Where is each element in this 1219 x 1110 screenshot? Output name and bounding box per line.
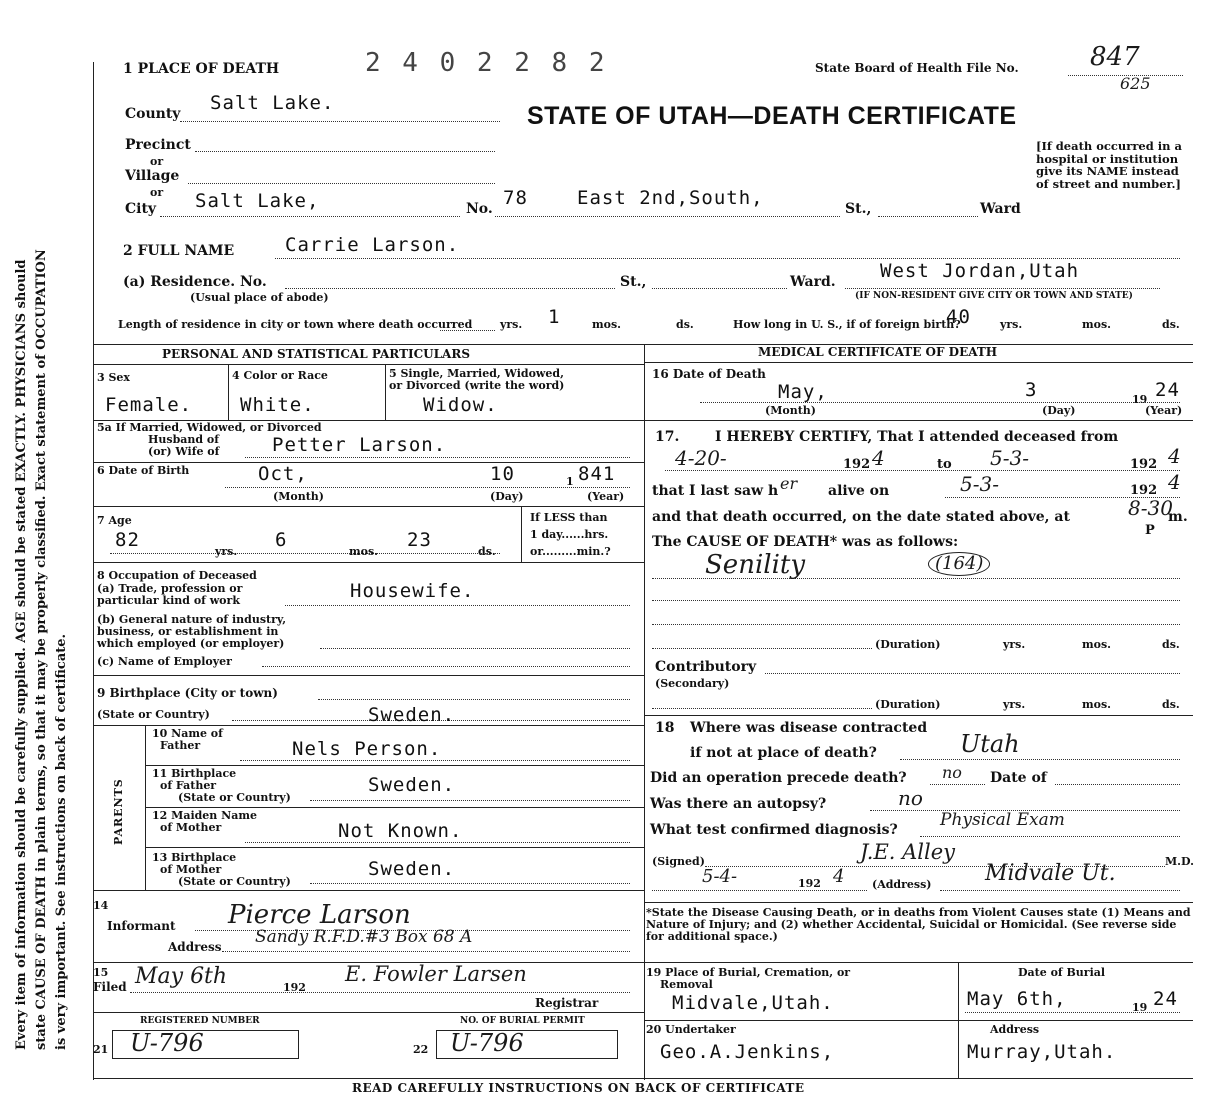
registered-number-label: REGISTERED NUMBER	[140, 1016, 260, 1026]
stamp-number: 2 4 0 2 2 8 2	[365, 48, 608, 78]
residence-label: (a) Residence. No.	[123, 274, 267, 290]
full-name-value: Carrie Larson.	[285, 234, 460, 256]
contributory-label: Contributory	[655, 659, 757, 675]
filed-label: Filed	[93, 980, 127, 994]
informant-label: Informant	[107, 919, 176, 933]
cause-label: The CAUSE OF DEATH* was as follows:	[652, 534, 959, 550]
age-label: 7 Age	[97, 514, 132, 527]
last-seen-date: 5-3-	[960, 472, 999, 496]
dob-month: Oct,	[258, 463, 308, 485]
sex-value: Female.	[105, 394, 193, 416]
autopsy-label: Was there an autopsy?	[650, 796, 827, 812]
full-name-label: 2 FULL NAME	[123, 243, 235, 259]
physician-signature: J.E. Alley	[860, 840, 956, 864]
length-yrs: 1	[548, 306, 561, 328]
spouse-value: Petter Larson.	[272, 434, 447, 456]
side-instructions-line2: state CAUSE OF DEATH in plain terms, so that it may be properly classified. Exact statement of OCCUPATION	[34, 249, 49, 1050]
side-instructions-line1: Every item of information should be carefully supplied. AGE should be stated EXACTLY. PHYSICIANS should	[14, 259, 29, 1050]
burial-year-value: 24	[1153, 988, 1178, 1010]
street-no-value: 78	[503, 187, 528, 209]
length-label: Length of residence in city or town where death occurred	[118, 318, 473, 331]
dod-month: May,	[778, 381, 828, 403]
birthplace-value: Sweden.	[368, 704, 456, 726]
operation-label: Did an operation precede death?	[650, 770, 907, 786]
death-time: 8-30	[1128, 496, 1173, 520]
city-value: Salt Lake,	[195, 190, 320, 212]
undertaker-value: Geo.A.Jenkins,	[660, 1041, 835, 1063]
st-label: St.,	[845, 201, 872, 217]
medical-header: MEDICAL CERTIFICATE OF DEATH	[758, 345, 998, 359]
county-label: County	[125, 106, 181, 122]
informant-address-value: Sandy R.F.D.#3 Box 68 A	[255, 927, 473, 947]
footer-instructions: READ CAREFULLY INSTRUCTIONS ON BACK OF CERTIFICATE	[352, 1081, 805, 1095]
occupation-label: 8 Occupation of Deceased	[97, 569, 257, 582]
ward-label: Ward	[980, 201, 1021, 217]
autopsy-value: no	[898, 786, 923, 810]
attended-to: 5-3-	[990, 446, 1029, 470]
attended-from: 4-20-	[675, 446, 727, 470]
death-time-label: and that death occurred, on the date stated above, at	[652, 509, 1070, 525]
county-value: Salt Lake.	[210, 92, 335, 114]
burial-permit-value: U-796	[450, 1029, 524, 1057]
burial-date-value: May 6th,	[967, 988, 1067, 1010]
certify-text: I HEREBY CERTIFY, That I attended deceased from	[715, 429, 1119, 445]
divider-middle	[644, 344, 645, 1080]
street-no-label: No.	[466, 201, 493, 217]
registrar-label: Registrar	[535, 996, 599, 1010]
last-seen-year: 4	[1168, 470, 1181, 494]
physician-address: Midvale Ut.	[985, 861, 1116, 886]
city-label: City	[125, 201, 157, 217]
precinct-label: Precinct	[125, 137, 191, 153]
dob-label: 6 Date of Birth	[97, 464, 190, 477]
hospital-note: [If death occurred in a hospital or institution give its NAME instead of street and number.]	[1036, 139, 1182, 191]
burial-place-value: Midvale,Utah.	[672, 992, 834, 1014]
race-value: White.	[240, 394, 315, 416]
dod-year: 24	[1155, 379, 1180, 401]
divider-top	[93, 344, 1193, 345]
undertaker-address-value: Murray,Utah.	[967, 1041, 1117, 1063]
dob-year: 841	[578, 463, 616, 485]
last-seen-label: that I last saw h	[652, 483, 779, 499]
burial-permit-label: NO. OF BURIAL PERMIT	[460, 1016, 585, 1026]
us-label: How long in U. S., if of foreign birth?	[733, 318, 961, 331]
father-birthplace-value: Sweden.	[368, 774, 456, 796]
residence-value: West Jordan,Utah	[880, 260, 1080, 282]
cause-code: (164)	[928, 552, 990, 576]
death-certificate: Every item of information should be carefully supplied. AGE should be stated EXACTLY. PHYSICIANS should state CAUSE OF DEATH in plain terms, so that it may be properly classified. Exact statement of OCCUPATION is very important. See instructions on back of certificate. 1 PLACE OF DEATH 2 4 0 2 2 8 2 State Board of Health File No. 847 625 STATE OF UTAH—DEATH CERTIFICATE [If death occurred in a hospital or institution give its NAME instead of street and number.] County Salt Lake. Precinct or Village or City Salt Lake, No. 78 East 2nd,South, St., Ward 2 FULL NAME Carrie Larson. (a) Residence. No. St., Ward. West Jordan,Utah (Usual place of abode) (IF NON-RESIDENT GIVE CITY OR TOWN AND STATE) Length of residence in city or town where death occurred yrs. 1 mos. ds. How long in U. S., if of foreign birth? 40 yrs. mos. ds. PERSONAL AND STATISTICAL PARTICULARS 3 Sex Female. 4 Color or Race White. 5 Single, Married, Widowed, or Divorced (write the word) Widow. 5a If Married, Widowed, or Divorced Husband of (or) Wife of Petter Larson. 6 Date of Birth Oct, 10 1 841 (Month) (Day) (Year) 7 Age 82 yrs. 6 mos. 23 ds. If LESS than 1 day......hrs. or.........min.? 8 Occupation of Deceased (a) Trade, profession or particular kind of work Housewife. (b) General nature of industry, business, or establishment in which employed (or employer) (c) Name of Employer 9 Birthplace (City or town) (State or Country) Sweden. PARENTS 10 Name of Father Nels Person. 11 Birthplace of Father (State or Country) Sweden. 12 Maiden Name of Mother Not Known. 13 Birthplace of Mother (State or Country) Sweden. 14 Informant Pierce Larson Address Sandy R.F.D.#3 Box 68 A 15 Filed May 6th 192 E. Fowler Larsen Registrar REGISTERED NUMBER NO. OF BURIAL PERMIT 21 U-796 22 U-796 MEDICAL CERTIFICATE OF DEATH 16 Date of Death May, 3 19 24 (Month) (Day) (Year) 17. I HEREBY CERTIFY, That I attended deceased from 4-20- 192 4 to 5-3- 192 4 that I last saw h er alive on 5-3- 192 4 and that death occurred, on the date stated above, at 8-30 m. P The CAUSE OF DEATH* was as follows: Senility (164) (Duration) yrs. mos. ds. Contributory (Secondary) (Duration) yrs. mos. ds. 18 Where was disease contracted if not at place of death? Utah Did an operation precede death? no Date of Was there an autopsy? no What test confirmed diagnosis? Physical Exam (Signed) J.E. Alley M.D. 5-4- 192 4 (Address) Midvale Ut. *State the Disease Causing Death, or in deaths from Violent Causes state (1) Means and Nature of Injury; and (2) whether Accidental, Suicidal or Homicidal. (See reverse side for additional space.) 19 Place of Burial, Cremation, or Removal Midvale,Utah. Date of Burial May 6th, 19 24 20 Undertaker Geo.A.Jenkins, Address Murray,Utah. READ CAREFULLY INSTRUCTIONS ON BACK OF CERTIFICATE	[14, 42, 1194, 1095]
divider-bottom	[93, 1078, 1193, 1079]
dod-label: 16 Date of Death	[652, 367, 766, 381]
us-yrs: 40	[946, 306, 971, 328]
mother-birthplace-value: Sweden.	[368, 858, 456, 880]
signed-date: 5-4-	[702, 866, 738, 887]
attended-to-year: 4	[1168, 444, 1181, 468]
informant-value: Pierce Larson	[228, 900, 411, 930]
frame-left	[93, 62, 94, 1080]
mother-value: Not Known.	[338, 820, 463, 842]
cause-value: Senility	[705, 550, 806, 580]
attended-from-year: 4	[872, 446, 885, 470]
operation-value: no	[942, 763, 962, 782]
contracted-value: Utah	[960, 730, 1020, 758]
birthplace-label: 9 Birthplace (City or town)	[97, 686, 278, 700]
file-no: 847	[1090, 42, 1140, 72]
certificate-title: STATE OF UTAH—DEATH CERTIFICATE	[527, 102, 1017, 130]
age-days: 23	[407, 529, 432, 551]
dob-day: 10	[490, 463, 515, 485]
marital-value: Widow.	[423, 394, 498, 416]
age-years: 82	[115, 529, 140, 551]
sex-label: 3 Sex	[97, 371, 130, 384]
parents-label: PARENTS	[112, 778, 125, 845]
personal-header: PERSONAL AND STATISTICAL PARTICULARS	[162, 347, 471, 361]
violent-causes-note: *State the Disease Causing Death, or in deaths from Violent Causes state (1) Means and Nature of Injury; and (2) whether Accidental, Suicidal or Homicidal. (See reverse side for additional space.)	[646, 906, 1191, 943]
father-value: Nels Person.	[292, 738, 442, 760]
race-label: 4 Color or Race	[232, 369, 328, 382]
test-value: Physical Exam	[940, 810, 1065, 830]
dod-day: 3	[1025, 379, 1038, 401]
side-instructions-line3: is very important. See instructions on back of certificate.	[54, 633, 69, 1050]
place-of-death-label: 1 PLACE OF DEATH	[123, 61, 280, 77]
contracted-label: Where was disease contracted	[690, 720, 928, 736]
nonres-label: (IF NON-RESIDENT GIVE CITY OR TOWN AND STATE)	[855, 291, 1133, 301]
village-label: Village	[125, 168, 180, 184]
registrar-signature: E. Fowler Larsen	[345, 962, 527, 986]
age-months: 6	[275, 529, 288, 551]
registered-number-value: U-796	[130, 1029, 204, 1057]
test-label: What test confirmed diagnosis?	[650, 822, 898, 838]
informant-address-label: Address	[168, 940, 222, 954]
filed-value: May 6th	[135, 964, 228, 989]
abode-label: (Usual place of abode)	[190, 291, 329, 304]
signed-year: 4	[833, 866, 845, 887]
street-value: East 2nd,South,	[577, 187, 764, 209]
file-no-label: State Board of Health File No.	[815, 61, 1019, 75]
file-no-2: 625	[1120, 74, 1151, 93]
occupation-value: Housewife.	[350, 580, 475, 602]
